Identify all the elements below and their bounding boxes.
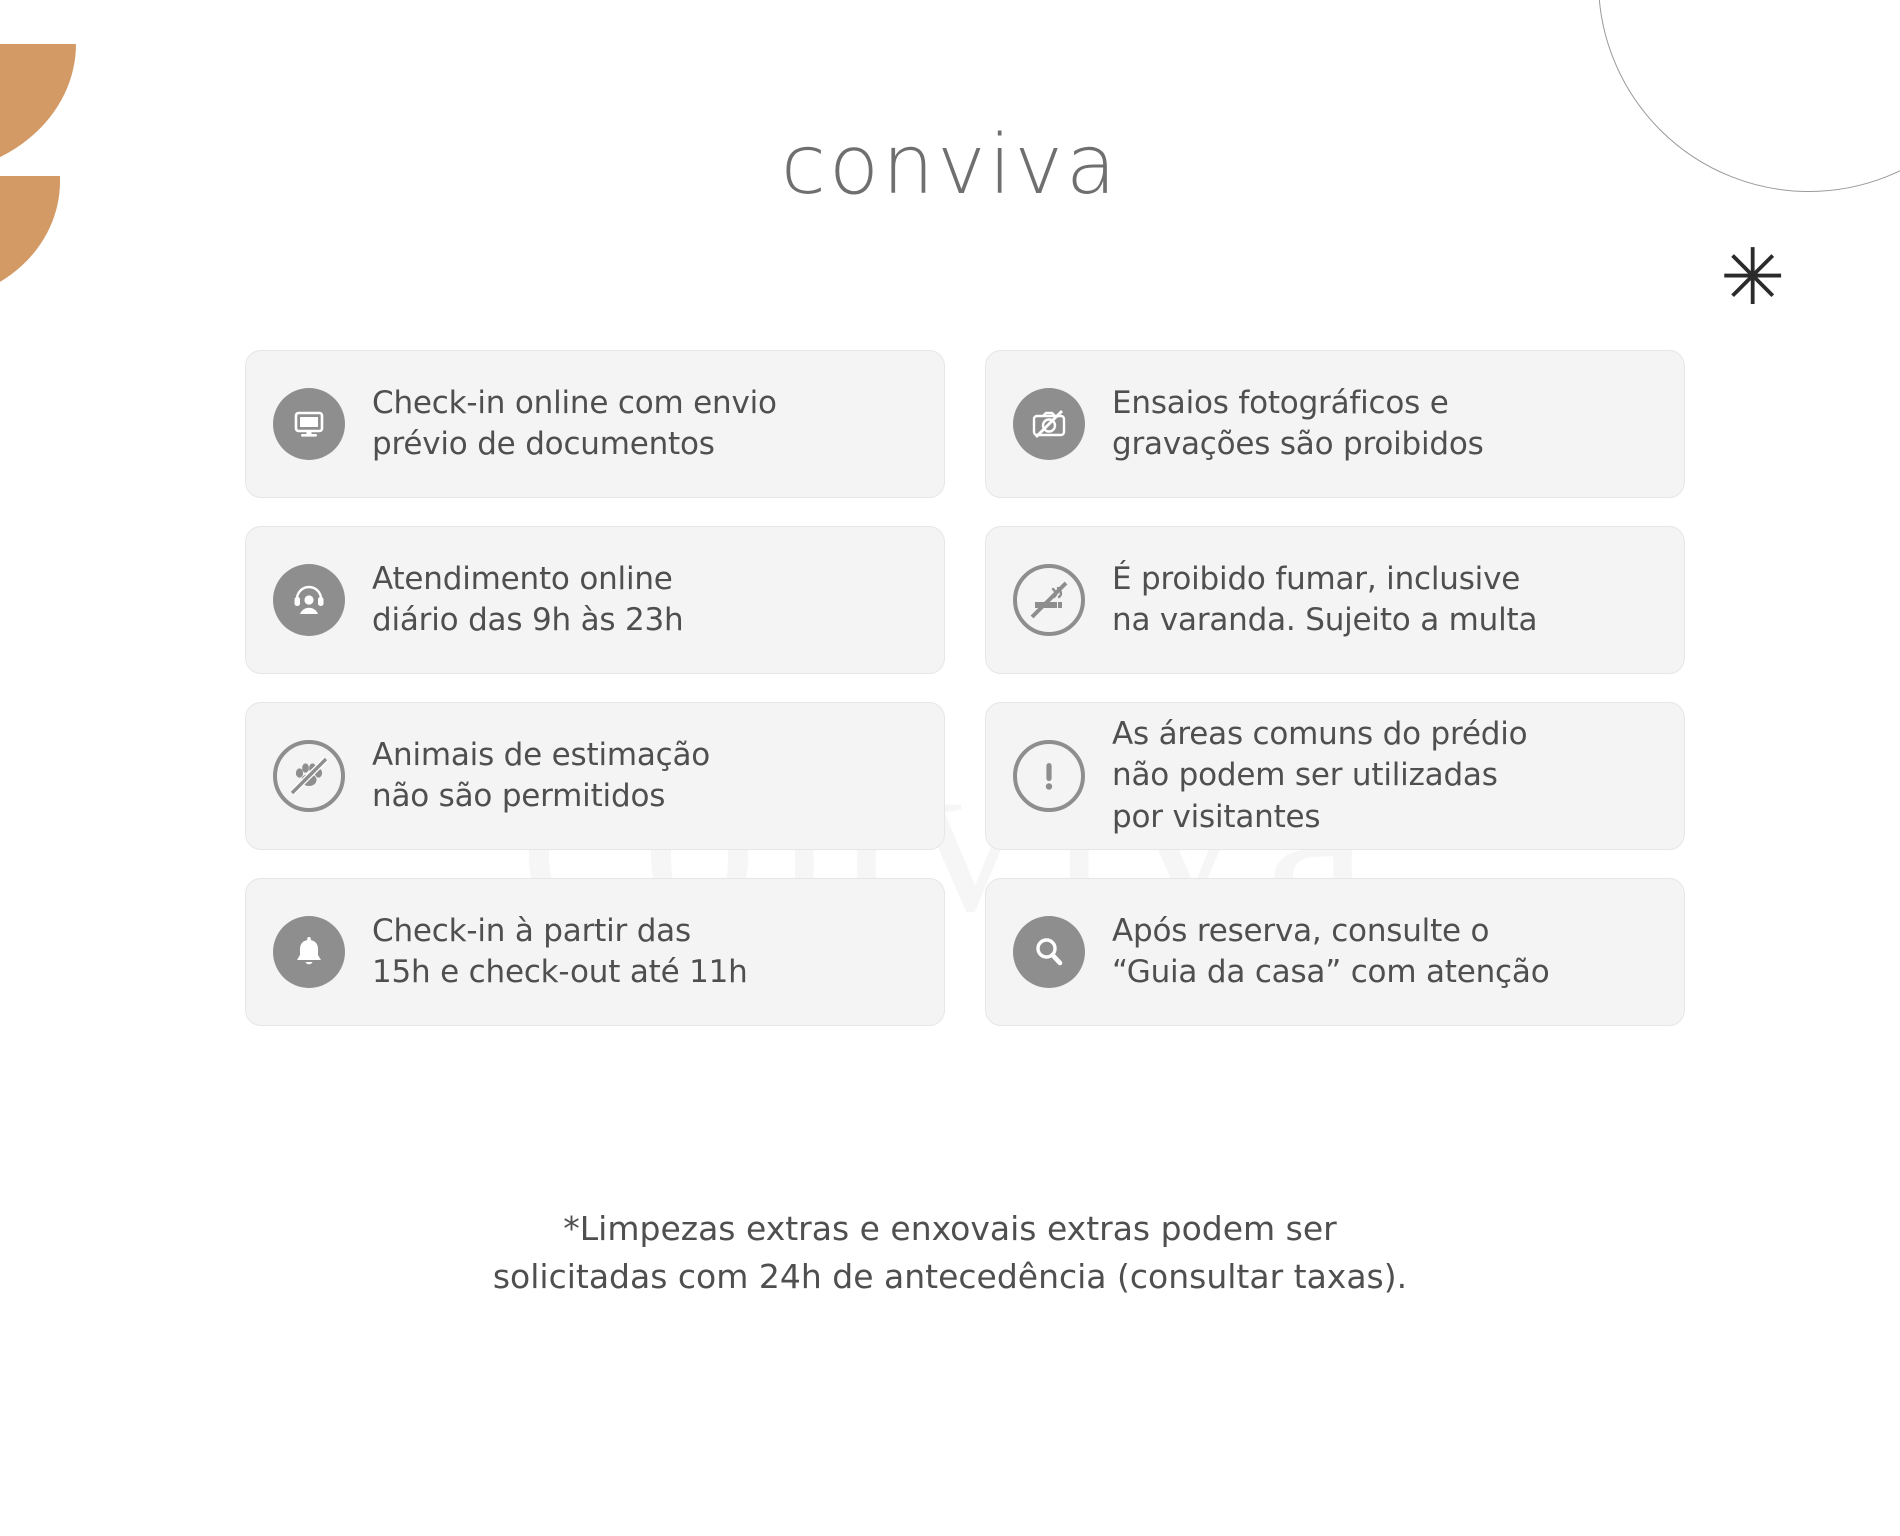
- rule-line: 15h e check-out até 11h: [372, 954, 748, 990]
- rule-line: Animais de estimação: [372, 736, 711, 773]
- rule-line: gravações são proibidos: [1112, 426, 1484, 462]
- rule-line: Check-in à partir das: [372, 912, 691, 949]
- rule-line: Check-in online com envio: [372, 384, 777, 421]
- rule-line: Ensaios fotográficos e: [1112, 384, 1449, 421]
- rule-line: Após reserva, consulte o: [1112, 912, 1490, 949]
- rule-card: [245, 526, 945, 674]
- rule-card: [985, 350, 1685, 498]
- rule-line: Atendimento online: [372, 560, 673, 597]
- asterisk-icon: ✳: [1720, 233, 1786, 321]
- rule-line: “Guia da casa” com atenção: [1112, 954, 1550, 990]
- rule-text: [372, 911, 748, 993]
- rules-grid: [245, 350, 1685, 1026]
- rule-card: [245, 878, 945, 1026]
- rule-card: [245, 702, 945, 850]
- footnote-line-1: *Limpezas extras e enxovais extras podem ser: [563, 1209, 1337, 1248]
- rule-line: não são permitidos: [372, 778, 666, 814]
- rule-text: [1112, 911, 1549, 993]
- exclamation-icon: [1012, 739, 1086, 813]
- monitor-icon: [272, 387, 346, 461]
- rule-text: [1112, 383, 1484, 465]
- rule-text: [372, 735, 710, 817]
- footnote-line-2: solicitadas com 24h de antecedência (consultar taxas).: [492, 1256, 1408, 1296]
- rule-text: [372, 559, 683, 641]
- rule-card: [245, 350, 945, 498]
- rule-line: na varanda. Sujeito a multa: [1112, 602, 1538, 638]
- rule-line: diário das 9h às 23h: [372, 602, 684, 638]
- rule-line: não podem ser utilizadas: [1112, 757, 1498, 794]
- no-pets-icon: [272, 739, 346, 813]
- rule-card: [985, 878, 1685, 1026]
- rule-line: por visitantes: [1112, 798, 1321, 835]
- headset-support-icon: [272, 563, 346, 637]
- page-title: conviva: [780, 118, 1120, 213]
- no-photo-icon: [1012, 387, 1086, 461]
- bell-icon: [272, 915, 346, 989]
- rule-text: [1112, 559, 1537, 641]
- rule-text: [372, 383, 777, 465]
- no-smoking-icon: [1012, 563, 1086, 637]
- magnifier-icon: [1012, 915, 1086, 989]
- rule-line: As áreas comuns do prédio: [1112, 716, 1528, 753]
- rule-card: [985, 526, 1685, 674]
- rule-line: prévio de documentos: [372, 426, 715, 462]
- rule-card: [985, 702, 1685, 850]
- rule-text: [1112, 714, 1527, 838]
- rule-line: É proibido fumar, inclusive: [1112, 560, 1521, 597]
- footnote: [0, 1205, 1900, 1301]
